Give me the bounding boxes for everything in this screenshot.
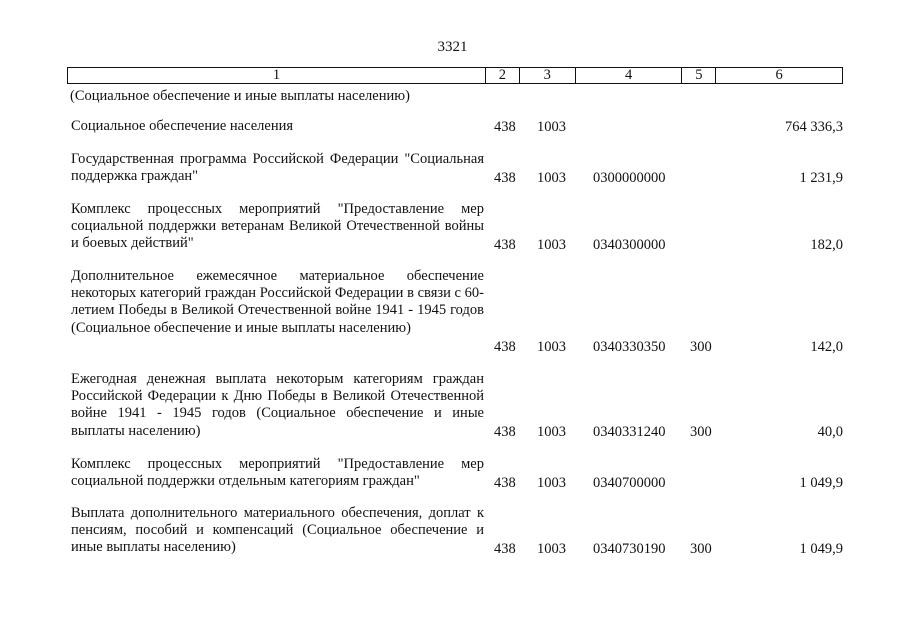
row-vr: 300	[690, 338, 712, 355]
table-header-row	[67, 67, 843, 84]
header-col-5: 5	[682, 68, 716, 83]
row-name: Государственная программа Российской Федерации "Социальная поддержка граждан"	[71, 151, 484, 185]
row-sum: 40,0	[817, 423, 843, 440]
row-name: Социальное обеспечение населения	[71, 118, 294, 134]
row-sum: 1 049,9	[799, 474, 843, 491]
row-sum: 142,0	[810, 338, 843, 355]
row-rz: 1003	[537, 423, 566, 440]
row-ved: 438	[494, 169, 516, 186]
row-rz: 1003	[537, 338, 566, 355]
row-ved: 438	[494, 423, 516, 440]
row-name: Комплекс процессных мероприятий "Предоставление мер социальной поддержки ветеранам Великой Отечественной войны и боевых действий"	[71, 201, 484, 252]
row-csr: 0300000000	[593, 169, 666, 186]
row-rz: 1003	[537, 118, 566, 135]
row-name: Дополнительное ежемесячное материальное обеспечение некоторых категорий граждан Российской Федерации в связи с 60-летием Победы в Великой Отечественной войне 1941 - 1945 годов (Социальное обеспечение и иные выплаты населению)	[71, 268, 484, 336]
row-rz: 1003	[537, 169, 566, 186]
header-col-3: 3	[520, 68, 576, 83]
header-col-2: 2	[486, 68, 520, 83]
row-csr: 0340700000	[593, 474, 666, 491]
table-row	[0, 268, 905, 356]
header-col-1: 1	[68, 68, 486, 83]
row-csr: 0340300000	[593, 236, 666, 253]
table-row	[0, 201, 905, 254]
continuation-line: (Социальное обеспечение и иные выплаты населению)	[70, 88, 410, 104]
row-ved: 438	[494, 338, 516, 355]
row-ved: 438	[494, 474, 516, 491]
row-ved: 438	[494, 540, 516, 557]
row-vr: 300	[690, 423, 712, 440]
row-name: Комплекс процессных мероприятий "Предоставление мер социальной поддержки отдельным категориям граждан"	[71, 456, 484, 490]
header-col-6: 6	[775, 67, 783, 83]
row-sum: 182,0	[810, 236, 843, 253]
row-rz: 1003	[537, 474, 566, 491]
row-vr: 300	[690, 540, 712, 557]
row-rz: 1003	[537, 236, 566, 253]
row-name: Ежегодная денежная выплата некоторым категориям граждан Российской Федерации к Дню Победы в Великой Отечественной войне 1941 - 1945 годов (Социальное обеспечение и иные выплаты населению)	[71, 371, 484, 439]
table-row	[0, 505, 905, 558]
row-ved: 438	[494, 118, 516, 135]
table-row	[0, 151, 905, 187]
row-sum: 1 049,9	[799, 540, 843, 557]
page-number: 3321	[437, 39, 468, 55]
row-csr: 0340330350	[593, 338, 666, 355]
table-row	[0, 371, 905, 441]
row-sum: 1 231,9	[799, 169, 843, 186]
row-rz: 1003	[537, 540, 566, 557]
row-csr: 0340331240	[593, 423, 666, 440]
table-row	[0, 456, 905, 492]
table-row	[0, 118, 905, 136]
row-ved: 438	[494, 236, 516, 253]
row-name: Выплата дополнительного материального обеспечения, доплат к пенсиям, пособий и компенсаций (Социальное обеспечение и иные выплаты населению)	[71, 505, 484, 556]
row-csr: 0340730190	[593, 540, 666, 557]
header-col-4: 4	[576, 68, 683, 83]
row-sum: 764 336,3	[785, 118, 843, 135]
